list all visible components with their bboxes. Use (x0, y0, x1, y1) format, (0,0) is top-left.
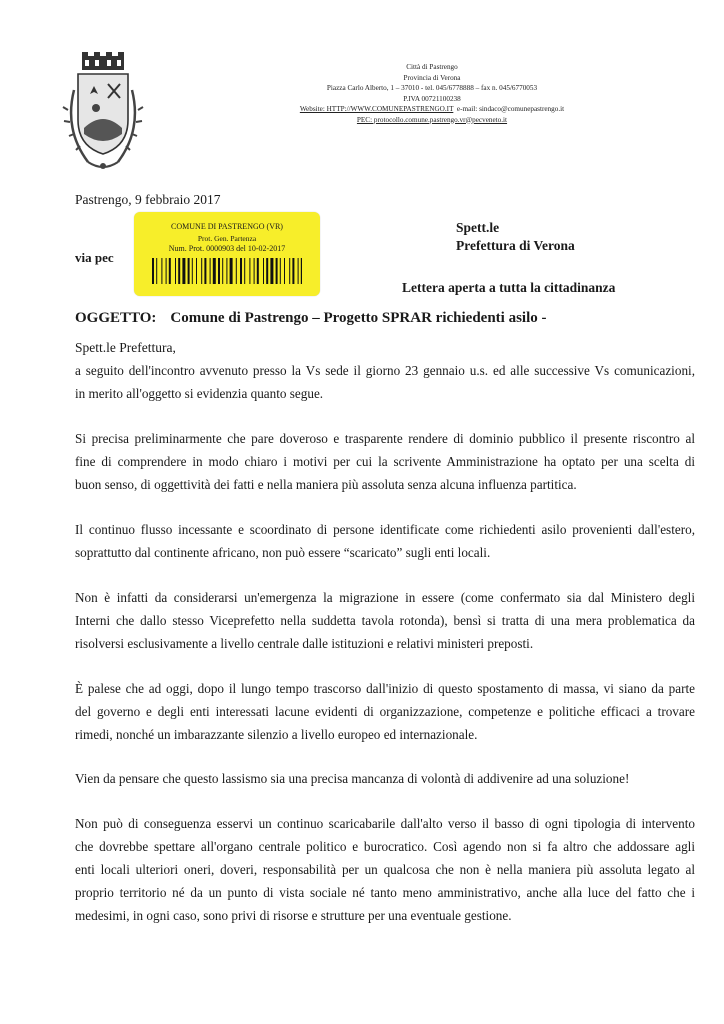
body-paragraph (75, 359, 695, 405)
paragraph-line: È palese che ad oggi, dopo il lungo tempo trascorso dall'inizio di questo spostamento di massa, vi siano da parte (75, 681, 695, 696)
paragraph-line: Il continuo flusso incessante e scoordinato di persone identificate come richiedenti asilo provenienti dall'estero, (75, 522, 695, 537)
paragraph-line: soprattutto dal continente africano, non può essere “scaricato” sugli enti locali. (75, 545, 491, 560)
letterhead-vat: P.IVA 00721100238 (403, 94, 461, 103)
letterhead-website[interactable]: Website: HTTP://WWW.COMUNEPASTRENGO.IT (299, 105, 454, 113)
paragraph-line: in merito all'oggetto si evidenzia quanto segue. (75, 386, 324, 401)
paragraph-line: proprio territorio né da un punto di vista sociale né tanto meno amministrativo, anche alla luce del fatto che i (75, 885, 695, 900)
paragraph-line: buon senso, di oggettività dei fatti e nella maniera più assoluta senza alcuna influenza partitica. (75, 477, 577, 492)
recipient-block (456, 219, 575, 255)
paragraph-line: Interni che dallo stesso Viceprefetto nella suddetta tavola rotonda), bensì si tratta di una mera problematica da (75, 613, 695, 628)
body-paragraph (75, 767, 695, 790)
recipient-name: Prefettura di Verona (456, 238, 575, 253)
letterhead-province: Provincia di Verona (403, 73, 461, 82)
paragraph-line: Non può di conseguenza esservi un continuo scaricabarile dall'alto verso il basso di ogni tipologia di intervento (75, 816, 695, 831)
paragraph-line: Si precisa preliminarmente che pare doveroso e trasparente rendere di dominio pubblico il presente riscontro al (75, 431, 695, 446)
stamp-municipality: COMUNE DI PASTRENGO (VR) (171, 222, 283, 231)
body-paragraph (75, 518, 695, 564)
protocol-stamp (134, 212, 320, 296)
paragraph-line: che dovrebbe spettare all'organo centrale politico e burocratico. Così agendo non si fa altro che addossare agli (75, 839, 695, 854)
stamp-protocol-number: Num. Prot. 0000903 del 10-02-2017 (168, 244, 286, 253)
subject-label: OGGETTO: (75, 310, 157, 326)
body-paragraph (75, 427, 695, 496)
paragraph-line: Vien da pensare che questo lassismo sia una precisa mancanza di volontà di addivenire ad una soluzione! (75, 771, 630, 786)
stamp-type: Prot. Gen. Partenza (197, 234, 257, 243)
municipal-crest-icon (58, 50, 148, 180)
open-letter-note: Lettera aperta a tutta la cittadinanza (402, 280, 616, 295)
paragraph-line: a seguito dell'incontro avvenuto presso la Vs sede il giorno 23 gennaio u.s. ed alle successive Vs comunicazioni, (75, 363, 695, 378)
letterhead-email[interactable]: e-mail: sindaco@comunepastrengo.it (456, 105, 565, 113)
salutation: Spett.le Prefettura, (75, 340, 176, 355)
paragraph-line: Non è infatti da considerarsi un'emergenza la migrazione in essere (come confermato sia dal Ministero degli (75, 590, 695, 605)
paragraph-line: rimedi, nonché un imbarazzante silenzio a livello europeo ed internazionale. (75, 727, 478, 742)
paragraph-line: medesimi, in ogni caso, sono privi di risorse e strutture per una eventuale gestione. (75, 908, 512, 923)
subject-line (75, 310, 547, 327)
subject-text: Comune di Pastrengo – Progetto SPRAR richiedenti asilo - (170, 310, 547, 326)
letterhead-pec[interactable]: PEC: protocollo.comune.pastrengo.vr@pecveneto.it (356, 115, 508, 124)
letter-date: Pastrengo, 9 febbraio 2017 (75, 192, 221, 207)
paragraph-line: del governo e degli enti interessati lacune evidenti di organizzazione, competenze e politiche efficaci a trovare (75, 704, 695, 719)
paragraph-line: fine di comprendere in modo chiaro i motivi per cui la scrivente Amministrazione ha optato per una scelta di (75, 454, 695, 469)
recipient-salutation: Spett.le (456, 220, 500, 235)
letterhead (262, 62, 602, 125)
body-paragraph (75, 677, 695, 746)
barcode-icon (152, 258, 302, 284)
body-paragraph (75, 812, 695, 927)
body-paragraph (75, 586, 695, 655)
paragraph-line: risolversi esclusivamente a livello centrale dalle istituzioni e relativi ministeri preposti. (75, 636, 534, 651)
paragraph-line: enti locali ulteriori oneri, doveri, responsabilità per un qualcosa che non è nella maniera più assoluta legato al (75, 862, 695, 877)
letterhead-city: Città di Pastrengo (406, 63, 458, 71)
delivery-method: via pec (75, 250, 114, 265)
letterhead-address: Piazza Carlo Alberto, 1 – 37010 - tel. 045/6778888 – fax n. 045/6770053 (326, 84, 538, 92)
